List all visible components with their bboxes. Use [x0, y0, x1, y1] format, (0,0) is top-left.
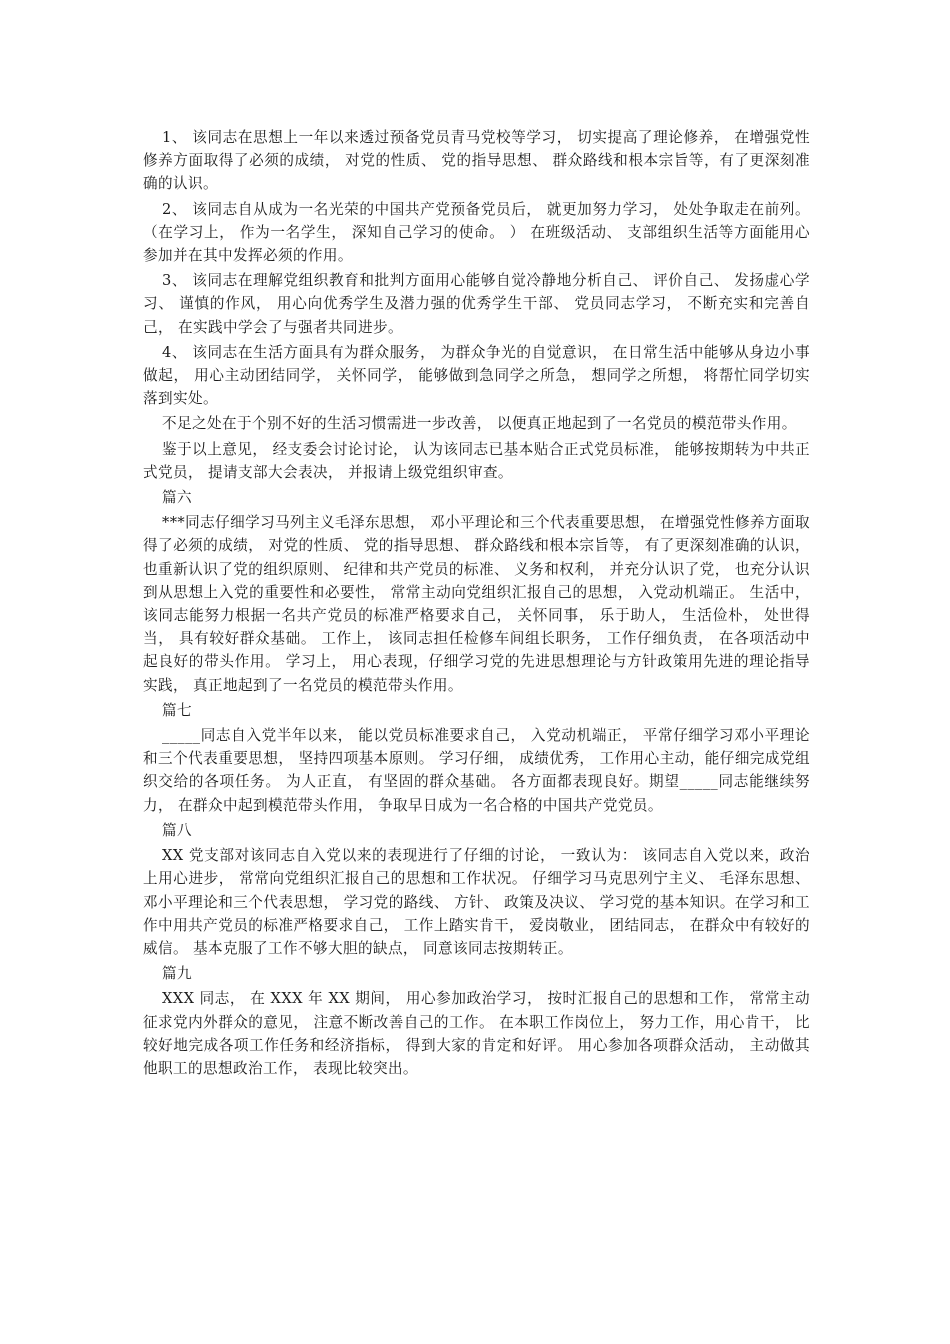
paragraph-section-9: XXX 同志， 在 XXX 年 XX 期间， 用心参加政治学习， 按时汇报自己的思想和工作， 常常主动征求党内外群众的意见， 注意不断改善自己的工作。 在本职工作岗位上， 努力工作，用心肯干， 比较好地完成各项工作任务和经济指标， 得到大家的肯定和好评。 用心参加各项群众活动， 主动做其他职工的思想政治工作， 表现比较突出。	[143, 990, 810, 1077]
paragraph-section-8: XX 党支部对该同志自入党以来的表现进行了仔细的讨论， 一致认为： 该同志自入党以来，政治上用心进步， 常常向党组织汇报自己的思想和工作状况。 仔细学习马克思列宁主义、 毛泽东思想、 邓小平理论和三个代表思想， 学习党的路线、 方针、 政策及决议、 学习党的基本知识。在学习和工作中用共产党员的标准严格要求自己， 工作上踏实肯干， 爱岗敬业， 团结同志， 在群众中有较好的威信。 基本克服了工作不够大胆的缺点， 同意该同志按期转正。	[143, 847, 810, 957]
paragraph-section-7: _____同志自入党半年以来， 能以党员标准要求自己， 入党动机端正， 平常仔细学习邓小平理论和三个代表重要思想， 坚持四项基本原则。 学习仔细， 成绩优秀， 工作用心主动，能仔细完成党组织交给的各项任务。 为人正直， 有坚固的群众基础。 各方面都表现良好。期望_____同志能继续努力， 在群众中起到模范带头作用， 争取早日成为一名合格的中国共产党党员。	[143, 727, 810, 814]
paragraph-conclusion: 鉴于以上意见， 经支委会讨论讨论， 认为该同志已基本贴合正式党员标准， 能够按期转为中共正式党员， 提请支部大会表决， 并报请上级党组织审查。	[143, 440, 810, 481]
paragraph-4: 4、 该同志在生活方面具有为群众服务， 为群众争光的自觉意识， 在日常生活中能够从身边小事做起， 用心主动团结同学， 关怀同学， 能够做到急同学之所急， 想同学之所想， 将帮忙同学切实落到实处。	[143, 343, 810, 408]
section-heading-9: 篇九	[162, 965, 192, 983]
paragraph-2: 2、 该同志自从成为一名光荣的中国共产党预备党员后， 就更加努力学习， 处处争取走在前列。 （在学习上， 作为一名学生， 深知自己学习的使命。 ） 在班级活动、 支部组织生活等方面能用心参加并在其中发挥必须的作用。	[143, 200, 810, 265]
paragraph-1: 1、 该同志在思想上一年以来透过预备党员青马党校等学习， 切实提高了理论修养， 在增强党性修养方面取得了必须的成绩， 对党的性质、 党的指导思想、 群众路线和根本宗旨等，有了更深刻准确的认识。	[143, 129, 810, 193]
paragraph-shortcomings: 不足之处在于个别不好的生活习惯需进一步改善， 以便真正地起到了一名党员的模范带头作用。	[162, 415, 797, 433]
document-body	[143, 126, 810, 1082]
paragraph-section-6: ***同志仔细学习马列主义毛泽东思想， 邓小平理论和三个代表重要思想， 在增强党性修养方面取得了必须的成绩， 对党的性质、 党的指导思想、 群众路线和根本宗旨等， 有了更深刻准确的认识， 也重新认识了党的组织原则、 纪律和共产党员的标准、 义务和权利， 并充分认识了党， 也充分认识到从思想上入党的重要性和必要性， 常常主动向党组织汇报自己的思想， 入党动机端正。 生活中， 该同志能努力根据一名共产党员的标准严格要求自己， 关怀同事， 乐于助人， 生活俭朴， 处世得当， 具有较好群众基础。 工作上， 该同志担任检修车间组长职务， 工作仔细负责， 在各项活动中起良好的带头作用。 学习上， 用心表现，仔细学习党的先进思想理论与方针政策用先进的理论指导实践， 真正地起到了一名党员的模范带头作用。	[143, 514, 810, 694]
paragraph-3: 3、 该同志在理解党组织教育和批判方面用心能够自觉冷静地分析自己、 评价自己、 发扬虚心学习、 谨慎的作风， 用心向优秀学生及潜力强的优秀学生干部、 党员同志学习， 不断充实和完善自己， 在实践中学会了与强者共同进步。	[143, 272, 810, 336]
section-heading-6: 篇六	[162, 489, 192, 507]
section-heading-7: 篇七	[162, 701, 192, 719]
section-heading-8: 篇八	[162, 821, 192, 839]
